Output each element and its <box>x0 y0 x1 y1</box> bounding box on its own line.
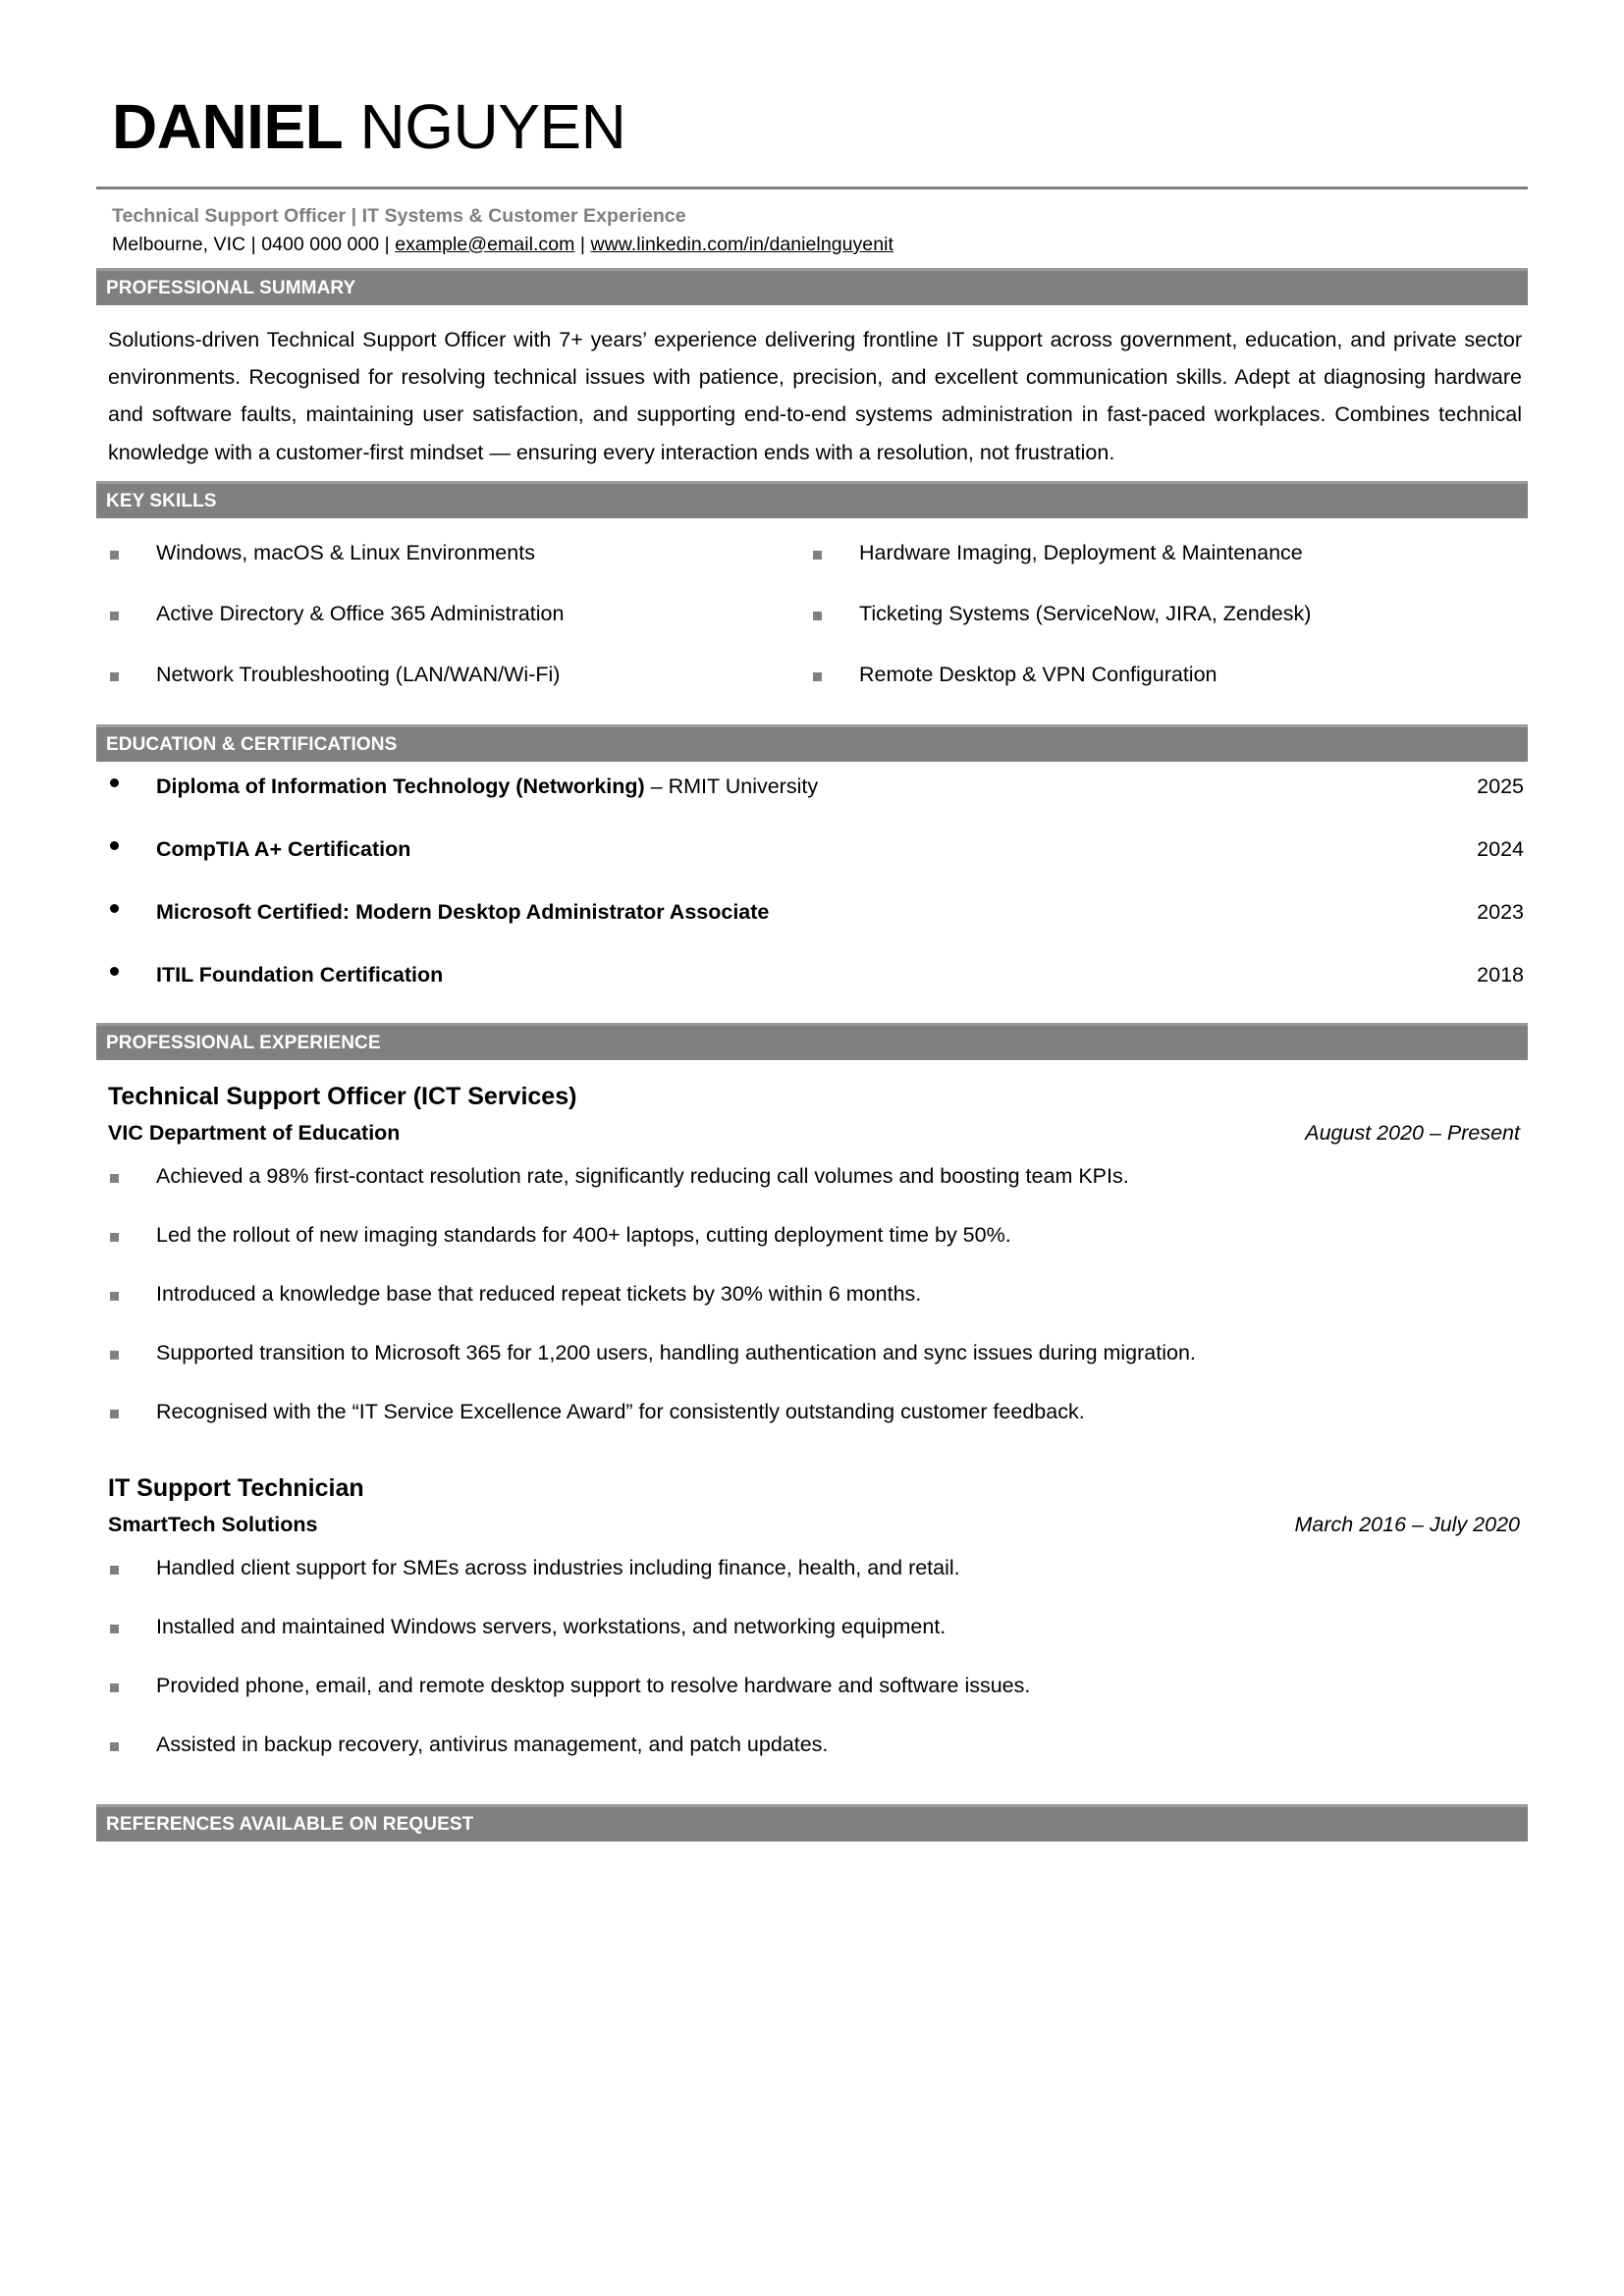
contact-sep-1: | <box>245 233 262 255</box>
job-dates: August 2020 – Present <box>1305 1120 1520 1145</box>
contact-location: Melbourne, VIC <box>112 233 246 255</box>
last-name: NGUYEN <box>343 91 626 162</box>
bullet-text: Installed and maintained Windows servers, workstations, and networking equipment. <box>156 1614 947 1638</box>
list-item <box>96 654 774 715</box>
list-item <box>799 654 1477 715</box>
list-item <box>96 1157 1528 1216</box>
job-title: Technical Support Officer (ICT Services) <box>108 1082 577 1110</box>
education-entry <box>156 899 1477 927</box>
square-bullet-icon <box>110 672 119 681</box>
list-item <box>96 950 1528 1013</box>
bullet-text: Supported transition to Microsoft 365 for 1,200 users, handling authentication and sync issues during migration. <box>156 1340 1196 1364</box>
skills-grid <box>96 532 1528 715</box>
round-bullet-icon <box>110 904 119 913</box>
list-item <box>96 1393 1528 1452</box>
bullet-text: Led the rollout of new imaging standards for 400+ laptops, cutting deployment time by 50%. <box>156 1222 1011 1247</box>
bullet-text: Recognised with the “IT Service Excellence Award” for consistently outstanding customer feedback. <box>156 1399 1085 1423</box>
square-bullet-icon <box>110 1233 119 1242</box>
square-bullet-icon <box>110 1625 119 1633</box>
first-name: DANIEL <box>112 91 344 162</box>
square-bullet-icon <box>110 1351 119 1360</box>
professional-headline: Technical Support Officer | IT Systems & Customer Experience <box>112 204 686 227</box>
section-heading-experience: PROFESSIONAL EXPERIENCE <box>106 1032 381 1053</box>
skill-label: Ticketing Systems (ServiceNow, JIRA, Zendesk) <box>859 601 1312 625</box>
job-meta <box>108 1513 1524 1537</box>
job-title: IT Support Technician <box>108 1473 364 1502</box>
round-bullet-icon <box>110 778 119 787</box>
section-heading-references: REFERENCES AVAILABLE ON REQUEST <box>106 1813 474 1835</box>
contact-sep-3: | <box>574 233 591 255</box>
experience-entry <box>96 1082 1528 1452</box>
skill-label: Hardware Imaging, Deployment & Maintenance <box>859 540 1303 564</box>
education-title: ITIL Foundation Certification <box>156 962 444 987</box>
list-item <box>96 532 774 593</box>
skill-label: Remote Desktop & VPN Configuration <box>859 662 1218 686</box>
contact-line <box>112 234 1528 256</box>
section-bar-experience <box>96 1023 1528 1060</box>
square-bullet-icon <box>110 612 119 620</box>
list-item <box>96 1549 1528 1608</box>
education-list <box>96 762 1528 1013</box>
list-item <box>96 887 1528 950</box>
footer-spacer <box>96 1785 1528 1794</box>
education-entry <box>156 774 1477 801</box>
square-bullet-icon <box>110 1683 119 1692</box>
education-year: 2023 <box>1477 899 1524 924</box>
list-item <box>96 762 1528 825</box>
education-year: 2025 <box>1477 774 1524 798</box>
square-bullet-icon <box>110 1742 119 1751</box>
section-bar-references <box>96 1804 1528 1842</box>
square-bullet-icon <box>813 551 822 560</box>
round-bullet-icon <box>110 841 119 850</box>
education-title: CompTIA A+ Certification <box>156 836 411 861</box>
list-item <box>799 532 1477 593</box>
job-bullets <box>96 1157 1528 1452</box>
bullet-text: Handled client support for SMEs across industries including finance, health, and retail. <box>156 1555 960 1579</box>
bullet-text: Introduced a knowledge base that reduced repeat tickets by 30% within 6 months. <box>156 1281 922 1306</box>
education-institution: – RMIT University <box>644 774 819 798</box>
list-item <box>96 1667 1528 1726</box>
skill-label: Active Directory & Office 365 Administration <box>156 601 565 625</box>
list-item <box>96 825 1528 887</box>
page-title <box>112 91 1528 162</box>
education-entry <box>156 962 1477 989</box>
list-item <box>96 1608 1528 1667</box>
job-bullets <box>96 1549 1528 1785</box>
list-item <box>96 593 774 654</box>
education-year: 2018 <box>1477 962 1524 987</box>
education-entry <box>156 836 1477 864</box>
section-heading-skills: KEY SKILLS <box>106 490 217 511</box>
bullet-text: Provided phone, email, and remote desktop support to resolve hardware and software issues. <box>156 1673 1031 1697</box>
education-year: 2024 <box>1477 836 1524 861</box>
job-dates: March 2016 – July 2020 <box>1294 1512 1520 1536</box>
section-heading-education: EDUCATION & CERTIFICATIONS <box>106 733 398 755</box>
job-organisation: VIC Department of Education <box>108 1120 401 1145</box>
square-bullet-icon <box>110 1566 119 1575</box>
job-organisation: SmartTech Solutions <box>108 1512 318 1536</box>
list-item <box>96 1726 1528 1785</box>
square-bullet-icon <box>110 1410 119 1418</box>
header-divider <box>96 187 1528 189</box>
education-title: Microsoft Certified: Modern Desktop Administrator Associate <box>156 899 770 924</box>
square-bullet-icon <box>110 1174 119 1183</box>
square-bullet-icon <box>110 1292 119 1301</box>
job-meta <box>108 1121 1524 1146</box>
bullet-text: Assisted in backup recovery, antivirus management, and patch updates. <box>156 1732 829 1756</box>
education-title: Diploma of Information Technology (Networking) <box>156 774 645 798</box>
square-bullet-icon <box>813 612 822 620</box>
skill-label: Windows, macOS & Linux Environments <box>156 540 535 564</box>
summary-paragraph: Solutions-driven Technical Support Officer with 7+ years’ experience delivering frontline IT support across government, education, and private sector environments. Recognised for resolving technical issues with patience, precision, and excellent communication skills. Adept at diagnosing hardware and software faults, maintaining user satisfaction, and supporting end-to-end systems administration in fast-paced workplaces. Combines technical knowledge with a customer-first mindset — ensuring every interaction ends with a resolution, not frustration. <box>108 327 1522 464</box>
experience-entry <box>96 1473 1528 1785</box>
section-bar-summary <box>96 268 1528 305</box>
square-bullet-icon <box>813 672 822 681</box>
round-bullet-icon <box>110 967 119 976</box>
list-item <box>96 1275 1528 1334</box>
contact-email-link[interactable]: example@email.com <box>395 233 575 255</box>
skill-label: Network Troubleshooting (LAN/WAN/Wi-Fi) <box>156 662 561 686</box>
section-heading-summary: PROFESSIONAL SUMMARY <box>106 277 356 298</box>
contact-linkedin-link[interactable]: www.linkedin.com/in/danielnguyenit <box>590 233 893 255</box>
section-bar-education <box>96 724 1528 762</box>
list-item <box>799 593 1477 654</box>
bullet-text: Achieved a 98% first-contact resolution rate, significantly reducing call volumes and boosting team KPIs. <box>156 1163 1129 1188</box>
section-bar-skills <box>96 481 1528 518</box>
resume-sheet <box>96 91 1528 1842</box>
contact-sep-2: | <box>379 233 396 255</box>
list-item <box>96 1334 1528 1393</box>
square-bullet-icon <box>110 551 119 560</box>
list-item <box>96 1216 1528 1275</box>
contact-phone: 0400 000 000 <box>261 233 380 255</box>
